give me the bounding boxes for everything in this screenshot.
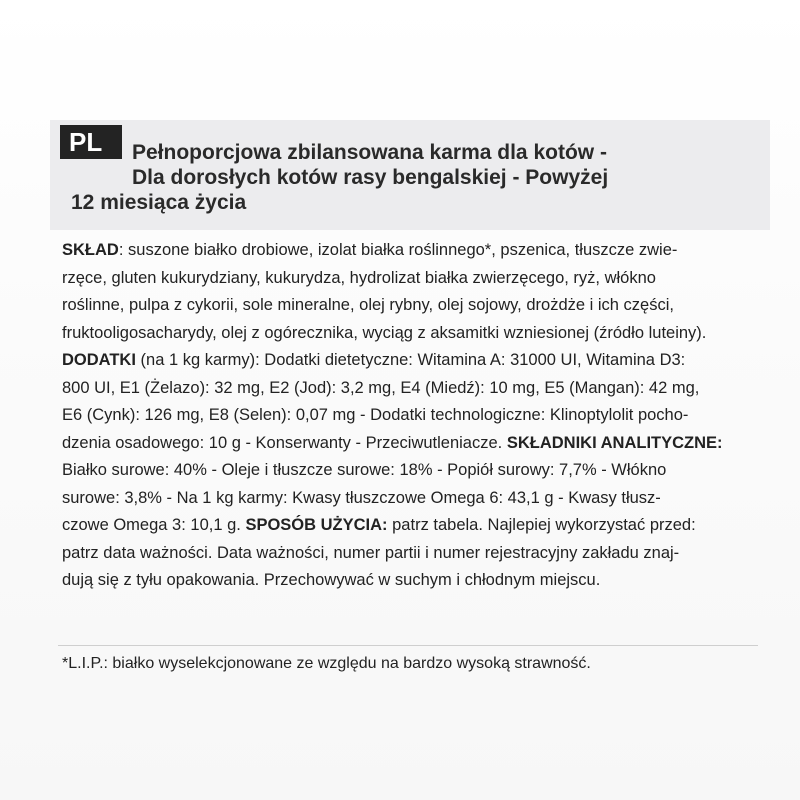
text-line: rzęce, gluten kukurydziany, kukurydza, hydrolizat białka zwierzęcego, ryż, włókno (62, 268, 656, 287)
text-line: dzenia osadowego: 10 g - Konserwanty - Przeciwutleniacze. SKŁADNIKI ANALITYCZNE: (62, 433, 723, 452)
text-line: DODATKI (na 1 kg karmy): Dodatki dietetyczne: Witamina A: 31000 UI, Witamina D3: (62, 351, 686, 369)
section-heading-composition: SKŁAD (62, 241, 119, 259)
text-line: E6 (Cynk): 126 mg, E8 (Selen): 0,07 mg - Dodatki technologiczne: Klinoptylolit pocho- (62, 406, 689, 424)
text-line: Białko surowe: 40% - Oleje i tłuszcze surowe: 18% - Popiół surowy: 7,7% - Włókno (62, 461, 667, 479)
text-line: surowe: 3,8% - Na 1 kg karmy: Kwasy tłuszczowe Omega 6: 43,1 g - Kwasy tłusz- (62, 488, 661, 507)
language-badge: PL (60, 125, 122, 159)
footnote: *L.I.P.: białko wyselekcjonowane ze względu na bardzo wysoką strawność. (62, 655, 591, 672)
title-line-1: Pełnoporcjowa zbilansowana karma dla kotów - (132, 141, 607, 164)
text-line: dują się z tyłu opakowania. Przechowywać w suchym i chłodnym miejscu. (62, 571, 601, 589)
section-heading-additives: DODATKI (62, 351, 136, 369)
title-line-3: 12 miesiąca życia (71, 191, 247, 214)
title-line-2: Dla dorosłych kotów rasy bengalskiej - Powyżej (132, 166, 609, 189)
text-line: czowe Omega 3: 10,1 g. SPOSÓB UŻYCIA: patrz tabela. Najlepiej wykorzystać przed: (62, 516, 696, 534)
text-line: 800 UI, E1 (Żelazo): 32 mg, E2 (Jod): 3,2 mg, E4 (Miedź): 10 mg, E5 (Mangan): 42 mg, (62, 378, 700, 397)
text-line: patrz data ważności. Data ważności, numer partii i numer rejestracyjny zakładu znaj- (62, 543, 680, 562)
text-line: fruktooligosacharydy, olej z ogórecznika, wyciąg z aksamitki wzniesionej (źródło luteiny). (62, 323, 707, 342)
text-line: SKŁAD: suszone białko drobiowe, izolat białka roślinnego*, pszenica, tłuszcze zwie- (62, 241, 678, 259)
text-line: roślinne, pulpa z cykorii, sole mineralne, olej rybny, olej sojowy, drożdże i ich części, (62, 296, 674, 314)
section-heading-usage: SPOSÓB UŻYCIA: (245, 516, 388, 534)
section-heading-analytical: SKŁADNIKI ANALITYCZNE: (506, 433, 723, 452)
ingredients-text (62, 237, 738, 595)
divider (58, 645, 758, 646)
